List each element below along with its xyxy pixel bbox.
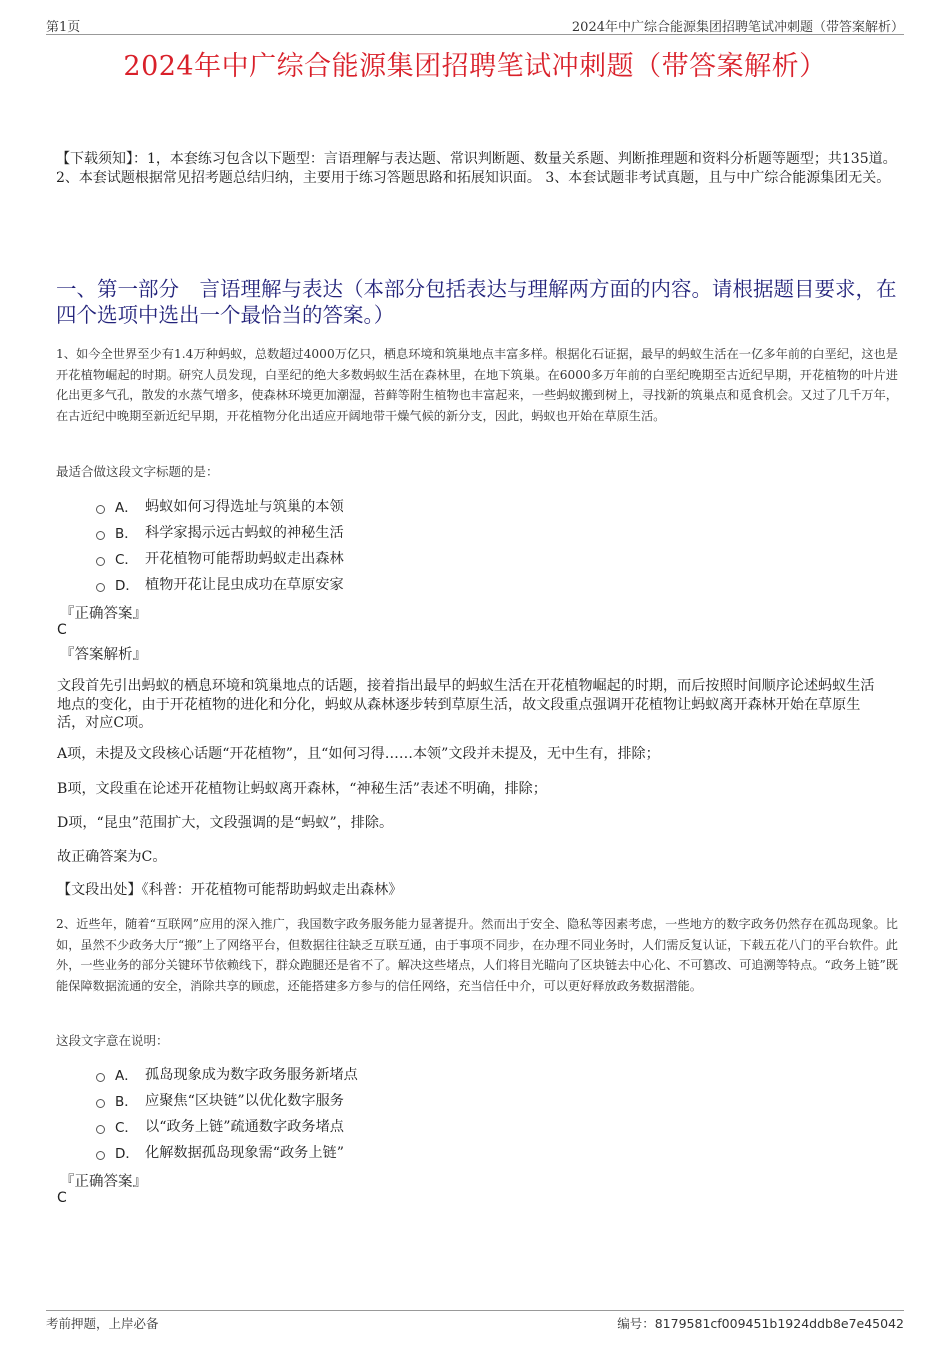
- page-footer: [46, 1310, 904, 1331]
- option-b[interactable]: B． 应聚焦“区块链”以优化数字服务: [96, 1087, 876, 1113]
- analysis-option-b: B项，文段重在论述开花植物让蚂蚁离开森林，“神秘生活”表述不明确，排除；: [57, 781, 547, 797]
- page-number: 第1页: [46, 20, 81, 35]
- download-notice: 【下载须知】：1，本套练习包含以下题型：言语理解与表达题、常识判断题、数量关系题、判断推理题和资料分析题等题型；共135道。 2、本套试题根据常见招考题总结归纳，主要用于练习答题思路和拓展知识面。 3、本套试题非考试真题，且与中广综合能源集团无关。: [56, 151, 897, 186]
- question-1-text: 1、如今全世界至少有1.4万种蚂蚁，总数超过4000万亿只，栖息环境和筑巢地点丰富多样。根据化石证据，最早的蚂蚁生活在一亿多年前的白垩纪，这也是开花植物崛起的时期。研究人员发现，白垩纪的绝大多数蚂蚁生活在森林里，在地下筑巢。在6000多万年前的白垩纪晚期至古近纪早期，开花植物的叶片进化出更多气孔，散发的水蒸气增多，使森林环境更加潮湿，苔藓等附生植物也丰富起来，一些蚂蚁搬到树上，寻找新的筑巢点和觅食机会。又过了几千万年，在古近纪中晚期至新近纪早期，开花植物分化出适应开阔地带干燥气候的新分支，因此，蚂蚁也开始在草原生活。: [56, 347, 898, 423]
- analysis-conclusion: 故正确答案为C。: [57, 849, 167, 865]
- radio-icon[interactable]: [96, 1151, 105, 1160]
- radio-icon[interactable]: [96, 557, 105, 566]
- question-2-prompt: 这段文字意在说明：: [56, 1033, 169, 1048]
- option-a[interactable]: A． 孤岛现象成为数字政务服务新堵点: [96, 1061, 876, 1087]
- answer-value: C: [57, 622, 67, 638]
- radio-icon[interactable]: [96, 1099, 105, 1108]
- footer-slogan: 考前押题，上岸必备: [46, 1316, 159, 1331]
- document-id: 编号：8179581cf009451b1924ddb8e7e45042: [617, 1316, 904, 1331]
- page-header: [46, 14, 904, 35]
- document-title: 2024年中广综合能源集团招聘笔试冲刺题（带答案解析）: [123, 51, 827, 82]
- answer-value: C: [57, 1190, 67, 1206]
- radio-icon[interactable]: [96, 1125, 105, 1134]
- option-d[interactable]: D． 植物开花让昆虫成功在草原安家: [96, 571, 876, 597]
- analysis-source: 【文段出处】《科普：开花植物可能帮助蚂蚁走出森林》: [57, 882, 403, 898]
- answer-label: 『正确答案』: [60, 1174, 147, 1190]
- option-d[interactable]: D． 化解数据孤岛现象需“政务上链”: [96, 1139, 876, 1165]
- question-2-text: 2、近些年，随着“互联网”应用的深入推广，我国数字政务服务能力显著提升。然而出于安全、隐私等因素考虑，一些地方的数字政务仍然存在孤岛现象。比如，虽然不少政务大厅“搬”上了网络平台，但数据往往缺乏互联互通，由于事项不同步，在办理不同业务时，人们需反复认证，下载五花八门的平台软件。此外，一些业务的部分关键环节依赖线下，群众跑腿还是省不了。解决这些堵点，人们将目光瞄向了区块链去中心化、不可篡改、可追溯等特点。“政务上链”既能保障数据流通的安全，消除共享的顾虑，还能搭建多方参与的信任网络，充当信任中介，可以更好释放政务数据潜能。: [56, 917, 898, 993]
- radio-icon[interactable]: [96, 1073, 105, 1082]
- answer-label: 『正确答案』: [60, 606, 147, 622]
- radio-icon[interactable]: [96, 531, 105, 540]
- option-c[interactable]: C． 开花植物可能帮助蚂蚁走出森林: [96, 545, 876, 571]
- analysis-option-d: D项，“昆虫”范围扩大，文段强调的是“蚂蚁”，排除。: [57, 815, 394, 831]
- option-b[interactable]: B． 科学家揭示远古蚂蚁的神秘生活: [96, 519, 876, 545]
- section-heading: 一、第一部分 言语理解与表达（本部分包括表达与理解两方面的内容。请根据题目要求，在四个选项中选出一个最恰当的答案。）: [56, 277, 897, 327]
- analysis-paragraph: 文段首先引出蚂蚁的栖息环境和筑巢地点的话题，接着指出最早的蚂蚁生活在开花植物崛起的时期，而后按照时间顺序论述蚂蚁生活地点的变化，由于开花植物的进化和分化，蚂蚁从森林逐步转到草原生活，故文段重点强调开花植物让蚂蚁离开森林开始在草原生活，对应C项。: [57, 678, 875, 731]
- question-1-prompt: 最适合做这段文字标题的是：: [56, 464, 219, 479]
- radio-icon[interactable]: [96, 583, 105, 592]
- option-a[interactable]: A． 蚂蚁如何习得选址与筑巢的本领: [96, 493, 876, 519]
- option-c[interactable]: C． 以“政务上链”疏通数字政务堵点: [96, 1113, 876, 1139]
- header-title: 2024年中广综合能源集团招聘笔试冲刺题（带答案解析）: [571, 20, 904, 35]
- analysis-label: 『答案解析』: [60, 647, 147, 663]
- question-1-options: [96, 493, 876, 597]
- question-2-options: [96, 1061, 876, 1165]
- analysis-option-a: A项，未提及文段核心话题“开花植物”，且“如何习得……本领”文段并未提及，无中生有，排除；: [57, 746, 660, 762]
- radio-icon[interactable]: [96, 505, 105, 514]
